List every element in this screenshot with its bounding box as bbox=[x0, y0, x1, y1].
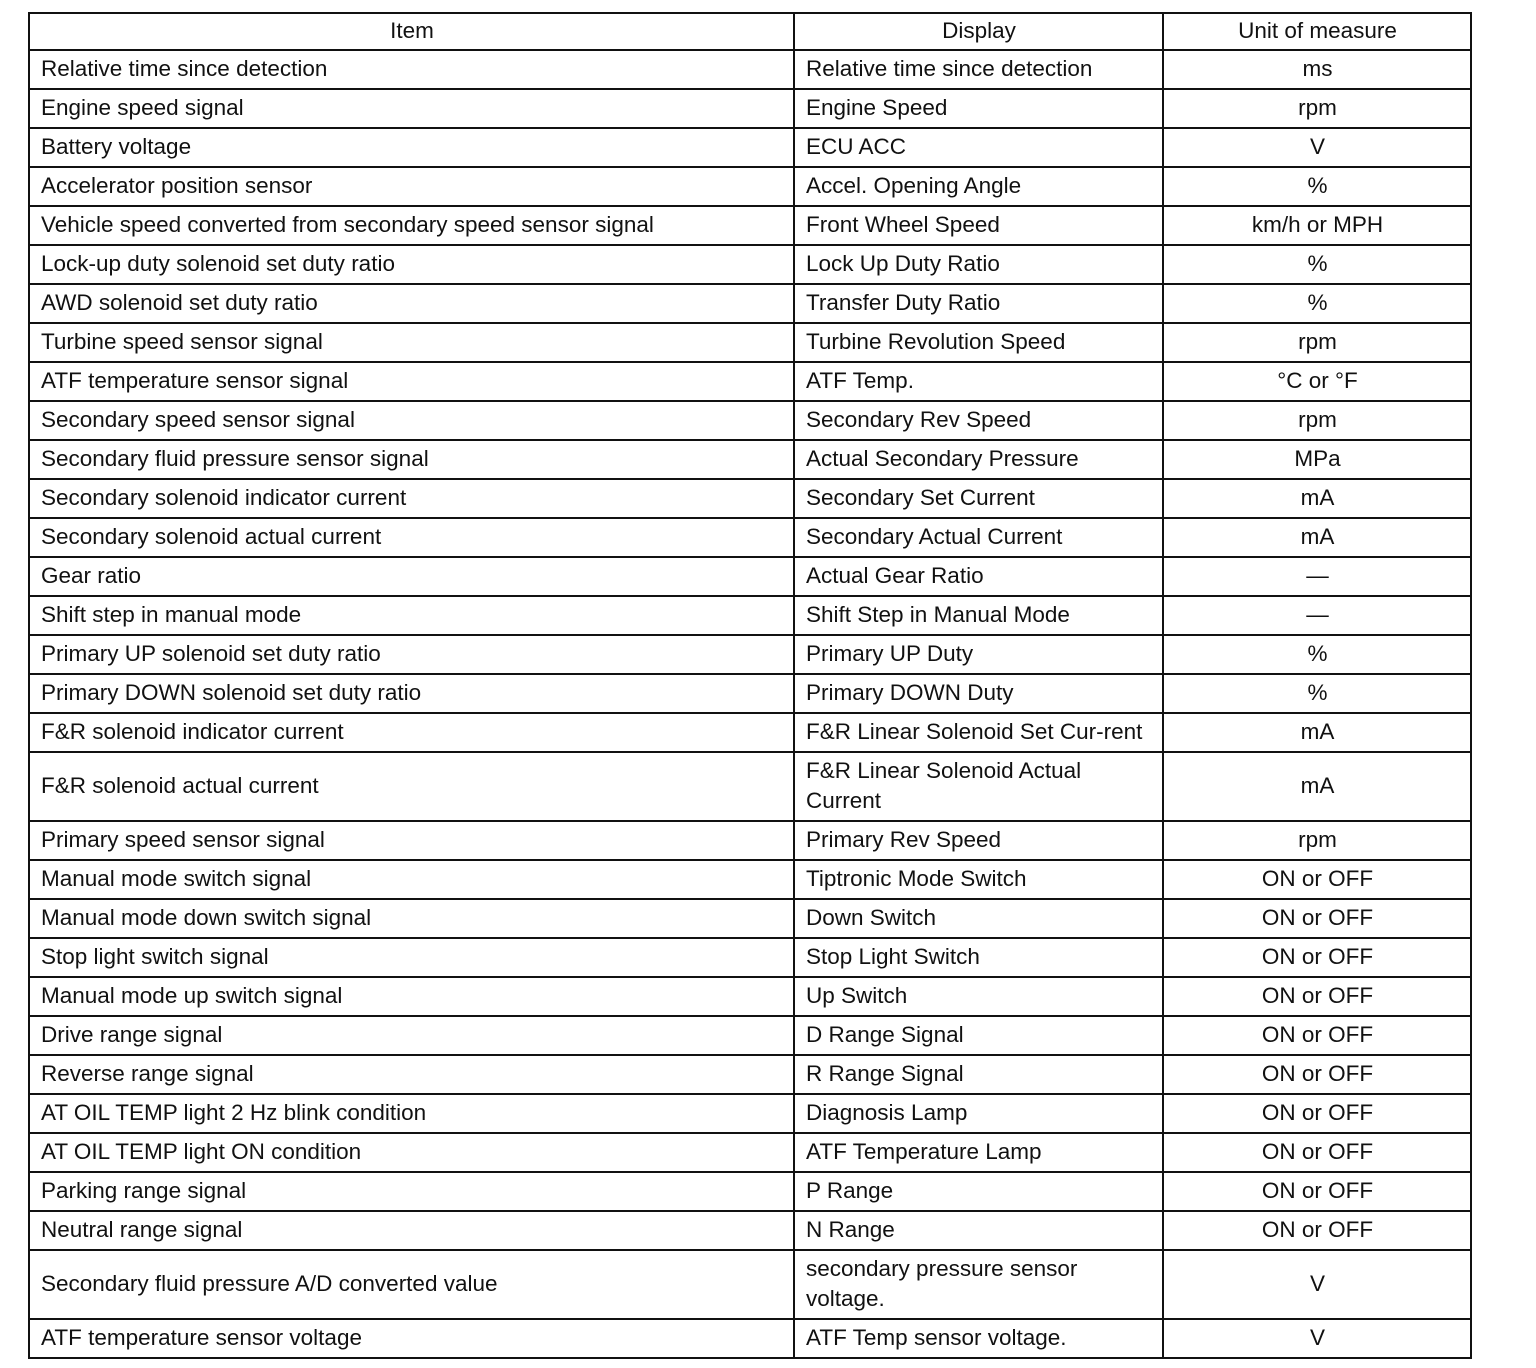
cell-unit: ON or OFF bbox=[1163, 938, 1471, 977]
cell-display: Shift Step in Manual Mode bbox=[794, 596, 1163, 635]
table-row bbox=[29, 206, 1471, 245]
cell-unit: % bbox=[1163, 245, 1471, 284]
cell-item: ATF temperature sensor signal bbox=[29, 362, 794, 401]
table-row bbox=[29, 284, 1471, 323]
cell-unit: ON or OFF bbox=[1163, 977, 1471, 1016]
cell-unit: rpm bbox=[1163, 89, 1471, 128]
cell-unit: — bbox=[1163, 557, 1471, 596]
cell-display: Primary Rev Speed bbox=[794, 821, 1163, 860]
column-header-display: Display bbox=[794, 13, 1163, 50]
cell-display: F&R Linear Solenoid Actual Current bbox=[794, 752, 1163, 821]
table-row bbox=[29, 1250, 1471, 1319]
cell-display: P Range bbox=[794, 1172, 1163, 1211]
cell-item: Vehicle speed converted from secondary speed sensor signal bbox=[29, 206, 794, 245]
cell-item: Stop light switch signal bbox=[29, 938, 794, 977]
cell-display: secondary pressure sensor voltage. bbox=[794, 1250, 1163, 1319]
table-row bbox=[29, 401, 1471, 440]
cell-item: Manual mode switch signal bbox=[29, 860, 794, 899]
cell-display: ECU ACC bbox=[794, 128, 1163, 167]
table-row bbox=[29, 89, 1471, 128]
cell-unit: V bbox=[1163, 1250, 1471, 1319]
cell-display: Primary DOWN Duty bbox=[794, 674, 1163, 713]
cell-unit: ON or OFF bbox=[1163, 1133, 1471, 1172]
cell-display: N Range bbox=[794, 1211, 1163, 1250]
cell-item: Secondary speed sensor signal bbox=[29, 401, 794, 440]
cell-item: Relative time since detection bbox=[29, 50, 794, 89]
data-item-table bbox=[28, 12, 1472, 1359]
cell-unit: ON or OFF bbox=[1163, 1055, 1471, 1094]
table-row bbox=[29, 362, 1471, 401]
cell-item: Primary DOWN solenoid set duty ratio bbox=[29, 674, 794, 713]
cell-unit: mA bbox=[1163, 713, 1471, 752]
cell-item: F&R solenoid actual current bbox=[29, 752, 794, 821]
cell-item: Engine speed signal bbox=[29, 89, 794, 128]
cell-item: AT OIL TEMP light ON condition bbox=[29, 1133, 794, 1172]
table-row bbox=[29, 479, 1471, 518]
table-row bbox=[29, 899, 1471, 938]
cell-unit: ON or OFF bbox=[1163, 1172, 1471, 1211]
cell-unit: MPa bbox=[1163, 440, 1471, 479]
cell-unit: mA bbox=[1163, 752, 1471, 821]
cell-unit: ON or OFF bbox=[1163, 1016, 1471, 1055]
cell-display: Secondary Set Current bbox=[794, 479, 1163, 518]
cell-item: AWD solenoid set duty ratio bbox=[29, 284, 794, 323]
table-row bbox=[29, 323, 1471, 362]
cell-unit: mA bbox=[1163, 479, 1471, 518]
cell-unit: V bbox=[1163, 1319, 1471, 1358]
cell-item: ATF temperature sensor voltage bbox=[29, 1319, 794, 1358]
cell-display: D Range Signal bbox=[794, 1016, 1163, 1055]
column-header-item: Item bbox=[29, 13, 794, 50]
cell-unit: — bbox=[1163, 596, 1471, 635]
cell-display: R Range Signal bbox=[794, 1055, 1163, 1094]
cell-display: Relative time since detection bbox=[794, 50, 1163, 89]
cell-display: Down Switch bbox=[794, 899, 1163, 938]
cell-display: Diagnosis Lamp bbox=[794, 1094, 1163, 1133]
cell-item: Lock-up duty solenoid set duty ratio bbox=[29, 245, 794, 284]
cell-item: Gear ratio bbox=[29, 557, 794, 596]
cell-display: Secondary Rev Speed bbox=[794, 401, 1163, 440]
cell-unit: % bbox=[1163, 635, 1471, 674]
cell-display: Transfer Duty Ratio bbox=[794, 284, 1163, 323]
cell-display: Tiptronic Mode Switch bbox=[794, 860, 1163, 899]
cell-item: Parking range signal bbox=[29, 1172, 794, 1211]
cell-display: Stop Light Switch bbox=[794, 938, 1163, 977]
table-row bbox=[29, 713, 1471, 752]
cell-unit: ms bbox=[1163, 50, 1471, 89]
table-row bbox=[29, 1094, 1471, 1133]
cell-item: Manual mode down switch signal bbox=[29, 899, 794, 938]
cell-display: ATF Temperature Lamp bbox=[794, 1133, 1163, 1172]
table-row bbox=[29, 860, 1471, 899]
cell-unit: % bbox=[1163, 674, 1471, 713]
table-row bbox=[29, 635, 1471, 674]
cell-item: Drive range signal bbox=[29, 1016, 794, 1055]
table-row bbox=[29, 50, 1471, 89]
cell-unit: % bbox=[1163, 284, 1471, 323]
cell-item: Shift step in manual mode bbox=[29, 596, 794, 635]
cell-display: Up Switch bbox=[794, 977, 1163, 1016]
table-body bbox=[29, 50, 1471, 1358]
cell-item: Neutral range signal bbox=[29, 1211, 794, 1250]
cell-item: Battery voltage bbox=[29, 128, 794, 167]
table-row bbox=[29, 752, 1471, 821]
cell-item: Secondary fluid pressure sensor signal bbox=[29, 440, 794, 479]
cell-unit: V bbox=[1163, 128, 1471, 167]
table-row bbox=[29, 938, 1471, 977]
cell-item: Reverse range signal bbox=[29, 1055, 794, 1094]
cell-unit: rpm bbox=[1163, 323, 1471, 362]
header-row bbox=[29, 13, 1471, 50]
table-row bbox=[29, 167, 1471, 206]
cell-display: ATF Temp sensor voltage. bbox=[794, 1319, 1163, 1358]
cell-unit: mA bbox=[1163, 518, 1471, 557]
cell-unit: % bbox=[1163, 167, 1471, 206]
cell-item: Primary UP solenoid set duty ratio bbox=[29, 635, 794, 674]
cell-display: Turbine Revolution Speed bbox=[794, 323, 1163, 362]
cell-item: Secondary solenoid indicator current bbox=[29, 479, 794, 518]
table-row bbox=[29, 128, 1471, 167]
cell-unit: ON or OFF bbox=[1163, 860, 1471, 899]
cell-item: Secondary fluid pressure A/D converted value bbox=[29, 1250, 794, 1319]
table-row bbox=[29, 674, 1471, 713]
cell-unit: rpm bbox=[1163, 821, 1471, 860]
table-row bbox=[29, 557, 1471, 596]
table-row bbox=[29, 245, 1471, 284]
cell-unit: ON or OFF bbox=[1163, 899, 1471, 938]
table-row bbox=[29, 1211, 1471, 1250]
cell-item: Secondary solenoid actual current bbox=[29, 518, 794, 557]
table-row bbox=[29, 440, 1471, 479]
cell-item: F&R solenoid indicator current bbox=[29, 713, 794, 752]
cell-item: AT OIL TEMP light 2 Hz blink condition bbox=[29, 1094, 794, 1133]
cell-item: Turbine speed sensor signal bbox=[29, 323, 794, 362]
cell-display: F&R Linear Solenoid Set Cur-rent bbox=[794, 713, 1163, 752]
cell-unit: ON or OFF bbox=[1163, 1211, 1471, 1250]
cell-display: Actual Secondary Pressure bbox=[794, 440, 1163, 479]
cell-item: Accelerator position sensor bbox=[29, 167, 794, 206]
cell-display: Engine Speed bbox=[794, 89, 1163, 128]
table-row bbox=[29, 1016, 1471, 1055]
column-header-unit: Unit of measure bbox=[1163, 13, 1471, 50]
cell-display: Accel. Opening Angle bbox=[794, 167, 1163, 206]
cell-display: Lock Up Duty Ratio bbox=[794, 245, 1163, 284]
cell-display: Primary UP Duty bbox=[794, 635, 1163, 674]
table-row bbox=[29, 596, 1471, 635]
cell-display: Secondary Actual Current bbox=[794, 518, 1163, 557]
cell-unit: rpm bbox=[1163, 401, 1471, 440]
table-row bbox=[29, 977, 1471, 1016]
cell-item: Manual mode up switch signal bbox=[29, 977, 794, 1016]
cell-item: Primary speed sensor signal bbox=[29, 821, 794, 860]
cell-display: Front Wheel Speed bbox=[794, 206, 1163, 245]
cell-display: ATF Temp. bbox=[794, 362, 1163, 401]
table-row bbox=[29, 821, 1471, 860]
cell-unit: ON or OFF bbox=[1163, 1094, 1471, 1133]
table-row bbox=[29, 1055, 1471, 1094]
cell-unit: °C or °F bbox=[1163, 362, 1471, 401]
table-row bbox=[29, 1133, 1471, 1172]
cell-unit: km/h or MPH bbox=[1163, 206, 1471, 245]
table-row bbox=[29, 518, 1471, 557]
cell-display: Actual Gear Ratio bbox=[794, 557, 1163, 596]
table-header bbox=[29, 13, 1471, 50]
table-row bbox=[29, 1319, 1471, 1358]
table-row bbox=[29, 1172, 1471, 1211]
